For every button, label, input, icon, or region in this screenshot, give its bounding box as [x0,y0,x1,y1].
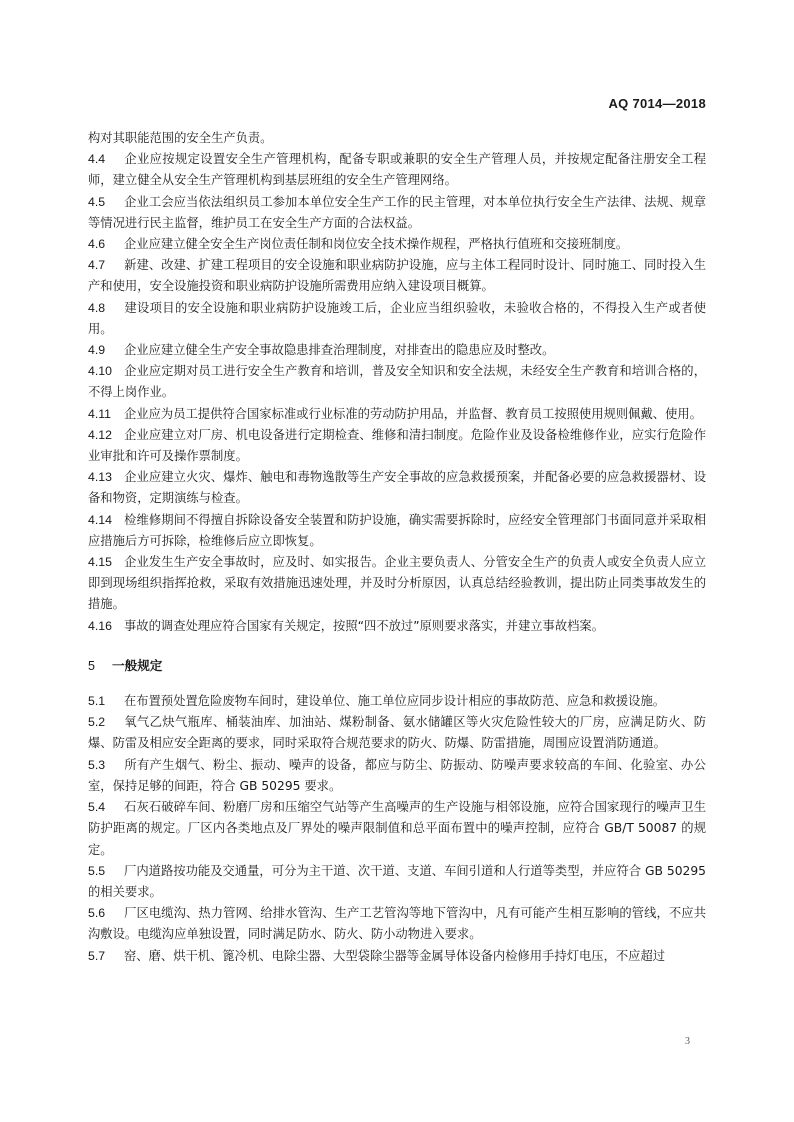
clause-number: 4.10 [88,364,112,379]
clause-number: 4.12 [88,427,112,442]
clause-5-4 [88,797,706,861]
clause-number: 4.14 [88,512,112,527]
clause-number: 5.1 [88,694,106,709]
clause-text: 石灰石破碎车间、粉磨厂房和压缩空气站等产生高噪声的生产设施与相邻设施，应符合国家现行的噪声卫生防护距离的规定。厂区内各类地点及厂界处的噪声限制值和总平面布置中的噪声控制，应符合 GB/T 50087 的规定。 [88,800,706,857]
clause-5-2 [88,712,706,754]
clause-5-6 [88,903,706,945]
section-title: 一般规定 [112,657,163,673]
clause-number: 4.16 [88,618,112,633]
clause-4-9 [88,340,706,361]
clause-number: 5.2 [88,715,106,730]
clause-4-5 [88,192,706,234]
paragraph-text: 构对其职能范围的安全生产负责。 [88,131,273,145]
clause-text: 企业应建立健全安全生产岗位责任制和岗位安全技术操作规程，严格执行值班和交接班制度。 [124,237,629,252]
clause-5-3 [88,755,706,797]
clause-text: 所有产生烟气、粉尘、振动、噪声的设备，都应与防尘、防振动、防噪声要求较高的车间、化验室、办公室，保持足够的间距，符合 GB 50295 要求。 [88,757,706,793]
clause-4-6 [88,234,706,255]
clause-number: 5.3 [88,757,106,772]
clause-text: 企业工会应当依法组织员工参加本单位安全生产工作的民主管理，对本单位执行安全生产法律、法规、规章等情况进行民主监督，维护员工在安全生产方面的合法权益。 [88,194,706,230]
clause-number: 5.5 [88,863,106,878]
clause-text: 企业应建立健全生产安全事故隐患排查治理制度，对排查出的隐患应及时整改。 [124,343,555,358]
clause-number: 4.4 [88,152,106,167]
clause-4-12 [88,425,706,467]
document-code: AQ 7014—2018 [608,96,706,111]
clause-text: 企业应建立火灾、爆炸、触电和毒物逸散等生产安全事故的应急救援预案，并配备必要的应急救援器材、设备和物资，定期演练与检查。 [88,470,706,506]
clause-text: 企业应定期对员工进行安全生产教育和培训，普及安全知识和安全法规，未经安全生产教育和培训合格的，不得上岗作业。 [88,364,706,400]
clause-text: 厂区电缆沟、热力管网、给排水管沟、生产工艺管沟等地下管沟中，凡有可能产生相互影响的管线，不应共沟敷设。电缆沟应单独设置，同时满足防水、防火、防小动物进入要求。 [88,906,706,942]
clause-number: 4.9 [88,343,106,358]
clause-text: 企业应为员工提供符合国家标准或行业标准的劳动防护用品，并监督、教育员工按照使用规则佩戴、使用。 [124,406,702,421]
clause-4-15 [88,552,706,616]
clause-text: 检维修期间不得擅自拆除设备安全装置和防护设施，确实需要拆除时，应经安全管理部门书面同意并采取相应措施后方可拆除，检维修后应立即恢复。 [88,512,706,548]
clause-4-13 [88,467,706,509]
clause-text: 企业发生生产安全事故时，应及时、如实报告。企业主要负责人、分管安全生产的负责人或安全负责人应立即到现场组织指挥抢救，采取有效措施迅速处理，并及时分析原因，认真总结经验教训，提出防止同类事故发生的措施。 [88,555,706,612]
paragraph-continuation [88,128,706,149]
clause-number: 4.8 [88,300,106,315]
header-rule [88,114,704,115]
document-body [88,128,706,967]
clause-number: 5.4 [88,800,106,815]
clause-4-7 [88,255,706,297]
clause-text: 建设项目的安全设施和职业病防护设施竣工后，企业应当组织验收，未验收合格的，不得投入生产或者使用。 [88,300,706,336]
clause-text: 企业应按规定设置安全生产管理机构，配备专职或兼职的安全生产管理人员，并按规定配备注册安全工程师，建立健全从安全生产管理机构到基层班组的安全生产管理网络。 [88,152,706,188]
clause-number: 4.5 [88,194,106,209]
clause-number: 4.15 [88,555,112,570]
clause-number: 5.6 [88,906,106,921]
clause-4-10 [88,361,706,403]
clause-text: 在布置预处置危险废物车间时，建设单位、施工单位应同步设计相应的事故防范、应急和救援设施。 [124,694,666,709]
clause-text: 窑、磨、烘干机、篦冷机、电除尘器、大型袋除尘器等金属导体设备内检修用手持灯电压，不应超过 [124,948,666,963]
clause-5-7 [88,946,706,967]
clause-number: 4.6 [88,237,106,252]
clause-number: 5.7 [88,948,106,963]
clause-number: 4.13 [88,470,112,485]
clause-4-8 [88,298,706,340]
page-number: 3 [685,1036,690,1047]
clause-4-4 [88,149,706,191]
clause-number: 4.11 [88,406,112,421]
clause-text: 新建、改建、扩建工程项目的安全设施和职业病防护设施，应与主体工程同时设计、同时施工、同时投入生产和使用，安全设施投资和职业病防护设施所需费用应纳入建设项目概算。 [88,258,706,294]
section-number: 5 [88,658,96,673]
clause-number: 4.7 [88,258,106,273]
clause-text: 企业应建立对厂房、机电设备进行定期检查、维修和清扫制度。危险作业及设备检维修作业，应实行危险作业审批和许可及操作票制度。 [88,427,706,464]
clause-4-11 [88,404,706,425]
clause-4-16 [88,616,706,637]
clause-text: 氧气乙炔气瓶库、桶装油库、加油站、煤粉制备、氨水储罐区等火灾危险性较大的厂房，应满足防火、防爆、防雷及相应安全距离的要求，同时采取符合规范要求的防火、防爆、防雷措施，周围应设置消防通道。 [88,715,706,751]
clause-text: 厂内道路按功能及交通量，可分为主干道、次干道、支道、车间引道和人行道等类型，并应符合 GB 50295 的相关要求。 [88,863,706,899]
clause-5-1 [88,691,706,712]
clause-4-14 [88,510,706,552]
clause-5-5 [88,861,706,903]
section-5-heading [88,655,706,677]
clause-text: 事故的调查处理应符合国家有关规定，按照“四不放过”原则要求落实，并建立事故档案。 [124,618,605,633]
